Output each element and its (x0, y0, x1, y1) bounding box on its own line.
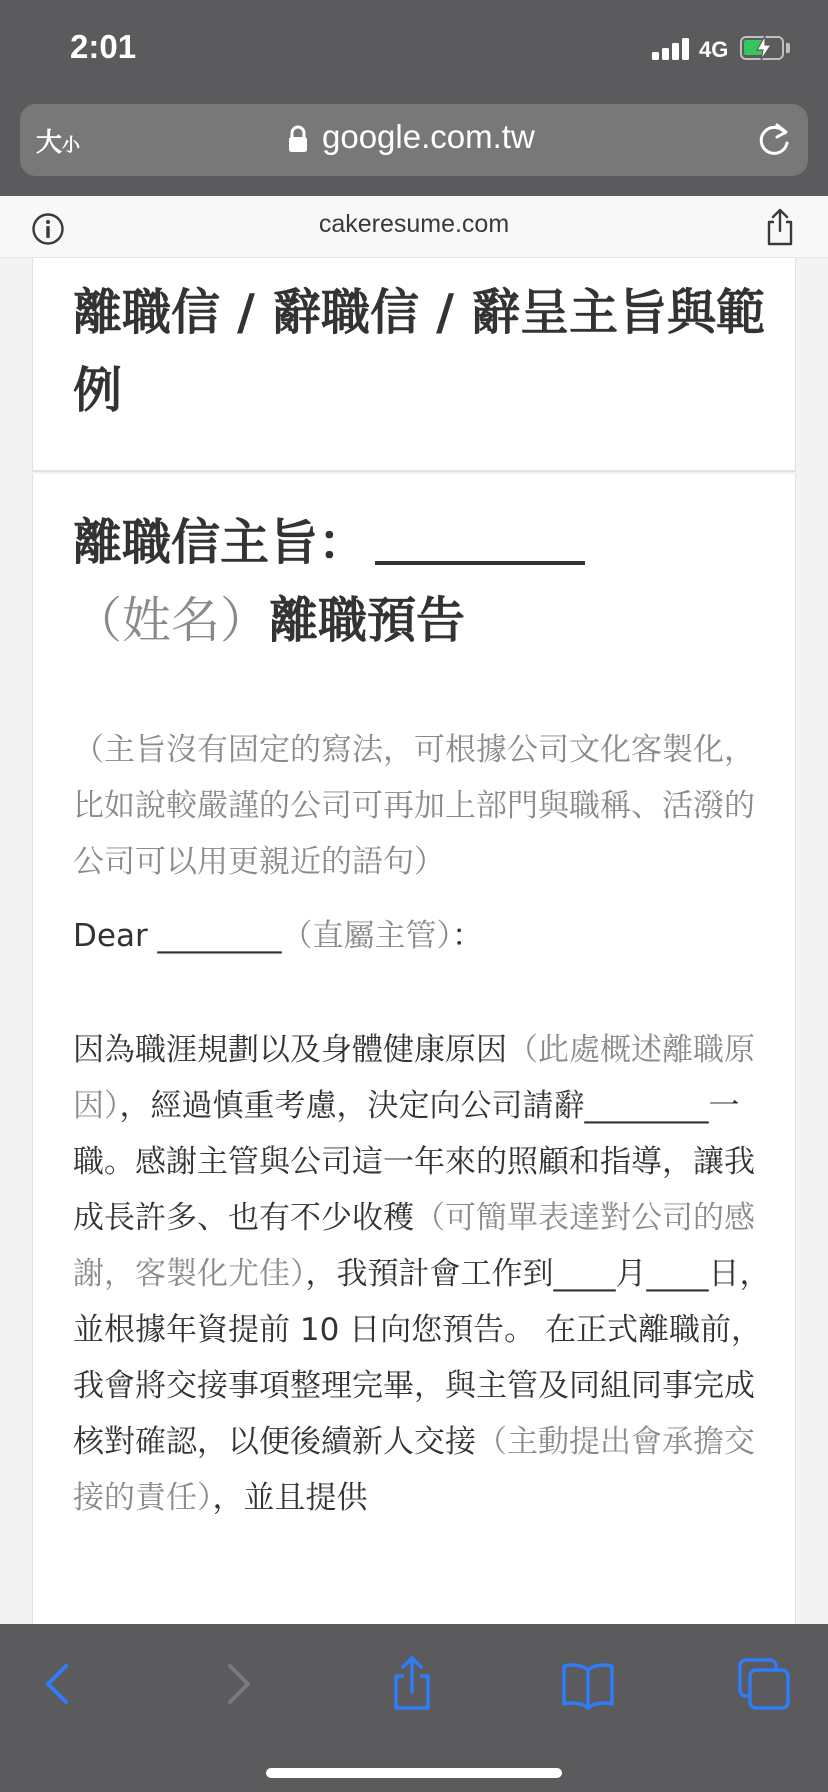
article-area[interactable] (0, 258, 828, 1624)
body-text-4: ，並且提供 (212, 1480, 368, 1516)
content-card (32, 474, 796, 1624)
body-note-2: （可簡單表達對公司的感謝，客製化尤佳） (73, 1200, 755, 1292)
body-text-2: ，經過慎重考慮，決定向公司請辭________一職。感謝主管與公司這一年來的照顧和指導，讓我成長許多、也有不少收穫 (73, 1088, 755, 1236)
network-type: 4G (699, 37, 729, 62)
subject-heading (73, 504, 763, 660)
home-indicator[interactable] (266, 1768, 562, 1778)
bookmarks-icon[interactable] (558, 1654, 618, 1714)
status-time: 2:01 (70, 28, 137, 65)
body-note-1: （此處概述離職原因） (73, 1032, 755, 1124)
site-domain: cakeresume.com (318, 210, 510, 238)
subject-name-note: （姓名） (73, 592, 270, 649)
article-title: 離職信 / 辭職信 / 辭呈主旨與範例 (73, 284, 766, 419)
subject-note: （主旨沒有固定的寫法，可根據公司文化客製化， 比如說較嚴謹的公司可再加上部門與職稱、活潑的公司可以用更親近的語句） (73, 732, 755, 880)
text-size-small: 小 (62, 135, 81, 156)
forward-icon[interactable] (206, 1654, 266, 1714)
reload-icon[interactable] (755, 121, 793, 159)
body-text-3: ，我預計會工作到____月____日，並根據年資提前 10 日向您預告。 在正式離職前，我會將交接事項整理完畢，與主管及同組同事完成核對確認，以便後續新人交接 (73, 1256, 771, 1460)
tabs-icon[interactable] (734, 1654, 794, 1714)
share-icon[interactable] (764, 207, 796, 247)
greeting (73, 908, 773, 964)
browser-toolbar (0, 1624, 828, 1792)
back-icon[interactable] (30, 1654, 90, 1714)
text-size-button[interactable] (36, 122, 80, 159)
title-card (32, 258, 796, 472)
body-text-1: 因為職涯規劃以及身體健康原因 (73, 1032, 507, 1068)
greeting-note: （直屬主管） (281, 918, 453, 954)
subject-prefix: 離職信主旨： (73, 514, 368, 571)
subject-suffix: 離職預告 (269, 592, 466, 649)
body-note-3: （主動提出會承擔交接的責任） (73, 1424, 755, 1516)
battery-icon (740, 36, 784, 60)
greeting-suffix: ： (452, 918, 484, 954)
site-banner (0, 196, 828, 258)
text-size-large: 大 (36, 128, 63, 158)
url-text[interactable]: google.com.tw (322, 118, 535, 155)
letter-body (73, 1022, 773, 1526)
battery-tip (786, 43, 790, 53)
address-bar[interactable] (20, 104, 808, 176)
browser-chrome (0, 0, 828, 196)
subject-blank (375, 561, 585, 565)
cellular-signal-icon (652, 36, 692, 60)
lock-icon (288, 124, 308, 154)
greeting-prefix: Dear ________ (73, 918, 282, 954)
share-icon[interactable] (382, 1654, 442, 1714)
